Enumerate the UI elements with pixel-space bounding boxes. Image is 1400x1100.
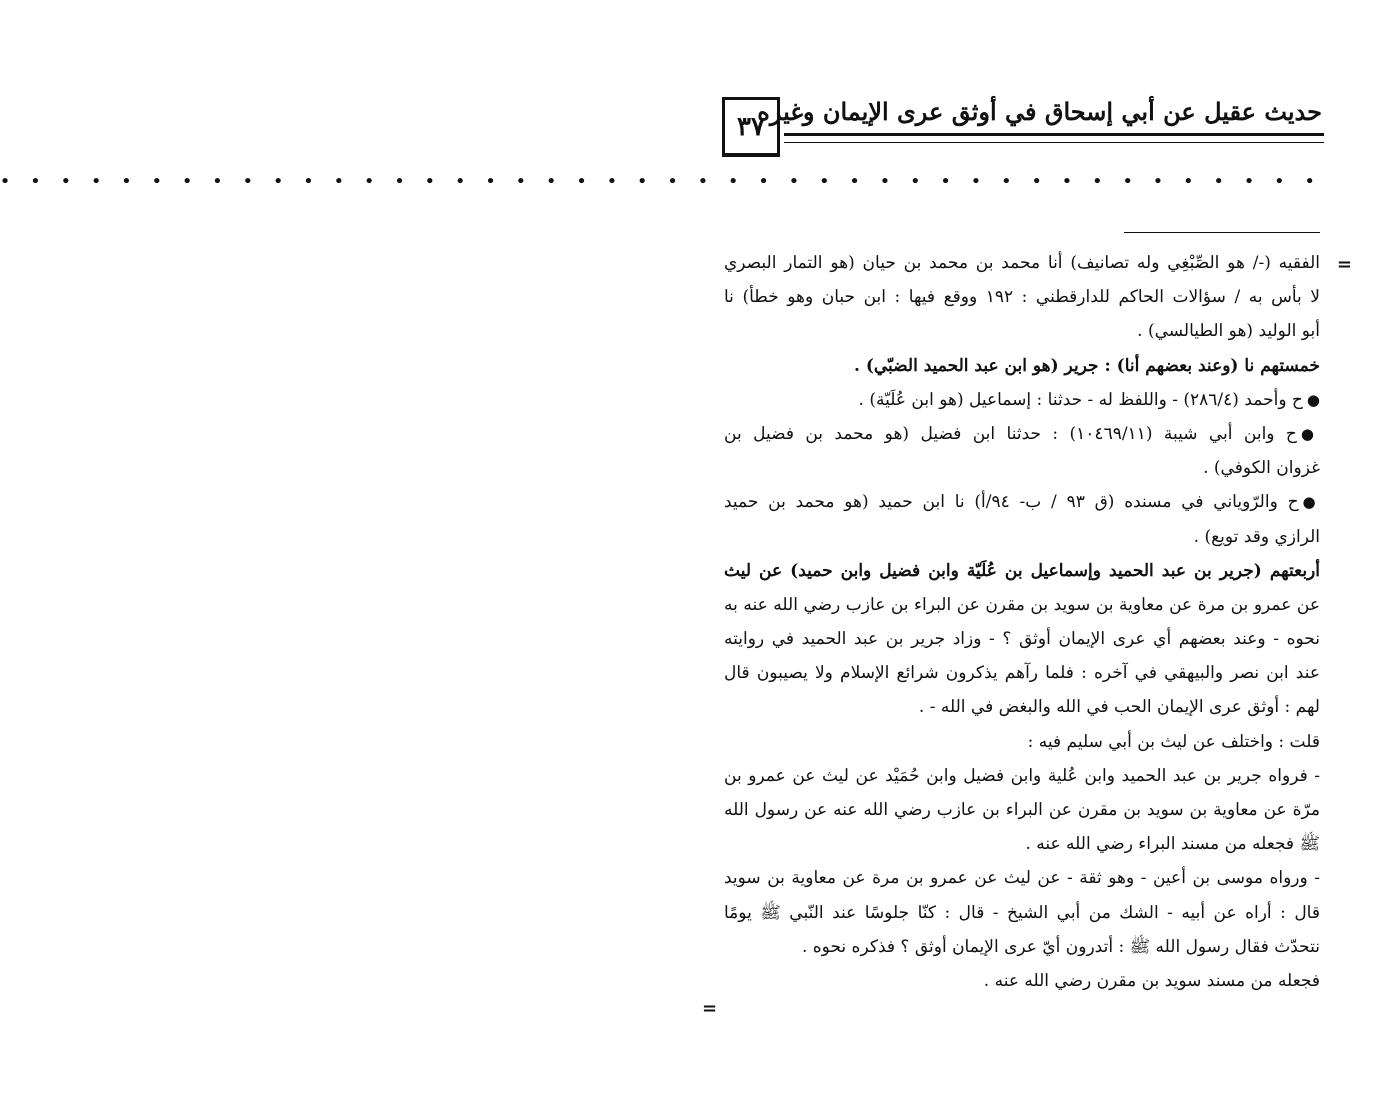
text-line-bulleted [724, 383, 1320, 417]
page-number: ٣٧ [737, 111, 765, 142]
bullet-icon: ● [1306, 390, 1320, 409]
text-line: - فرواه جرير بن عبد الحميد وابن عُلية وابن فضيل وابن حُمَيْد عن ليث عن عمرو بن [724, 765, 1320, 786]
text-line: ﷺ فجعله من مسند البراء رضي الله عنه . [1025, 834, 1320, 855]
text-line: خمستهم نا (وعند بعضهم أنا) : جرير (هو ابن عبد الحميد الضبّي) . [854, 355, 1320, 376]
continuation-mark-top: = [1336, 254, 1352, 275]
footnote-rule [1124, 232, 1320, 233]
text-line: - ورواه موسى بن أعين - وهو ثقة - عن ليث عن عمرو بن مرة عن معاوية بن سويد [724, 868, 1320, 889]
bullet-text: ح وابن أبي شيبة (١٠٤٦٩/١١) : حدثنا ابن فضيل (هو محمد بن فضيل بن [724, 423, 1297, 444]
header-double-rule [784, 133, 1324, 143]
text-line: الفقيه (-/ هو الصِّبْغِي وله تصانيف) أنا محمد بن محمد بن حيان (هو التمار البصري [724, 253, 1320, 273]
bullet-text: ح والرّوياني في مسنده (ق ٩٣ / ب- ٩٤/أ) نا ابن حميد (هو محمد بن حميد [724, 492, 1299, 513]
text-line-bulleted [724, 417, 1320, 451]
text-line: أبو الوليد (هو الطيالسي) . [1137, 321, 1320, 342]
text-line: لهم : أوثق عرى الإيمان الحب في الله والبغض في الله - . [918, 697, 1320, 718]
continuation-mark-bottom: = [702, 998, 718, 1019]
text-line: عن عمرو بن مرة عن معاوية بن سويد بن مقرن عن البراء بن عازب رضي الله عنه به [724, 594, 1320, 615]
text-line: نتحدّث فقال رسول الله ﷺ : أتدرون أيّ عرى الإيمان أوثق ؟ فذكره نحوه . [801, 936, 1320, 957]
dotted-separator: • • • • • • • • • • • • • • • • • • • • • • • • • • • • • • • • • • • • • • • • • • • • [0, 171, 1322, 192]
bullet-icon: ● [1302, 493, 1321, 512]
text-line: الرازي وقد تويع) . [1193, 526, 1320, 547]
text-line-bulleted [724, 485, 1320, 519]
text-line: قال : أراه عن أبيه - الشك من أبي الشيخ - قال : كنّا جلوسًا عند النّبي ﷺ يومًا [724, 902, 1320, 923]
text-line: لا بأس به / سؤالات الحاكم للدارقطني : ١٩٢ ووقع فيها : ابن حبان وهو خطأ) نا [724, 287, 1320, 308]
bullet-icon: ● [1300, 424, 1320, 443]
text-line: مرّة عن معاوية بن سويد بن مقرن عن البراء بن عازب رضي الله عنه عن رسول الله [724, 800, 1320, 820]
text-line: نحوه - وعند بعضهم أي عرى الإيمان أوثق ؟ - وزاد جرير بن عبد الحميد في روايته [724, 629, 1320, 650]
text-line: فجعله من مسند سويد بن مقرن رضي الله عنه . [983, 970, 1320, 991]
footnote-body [724, 246, 1320, 998]
running-header-title: حديث عقيل عن أبي إسحاق في أوثق عرى الإيمان وغيره [757, 97, 1322, 126]
page-number-box [722, 97, 780, 157]
text-line: عند ابن نصر والبيهقي في آخره : فلما رآهم يذكرون شرائع الإسلام ولا يصيبون قال [724, 663, 1320, 684]
bullet-text: ح وأحمد (٢٨٦/٤) - واللفظ له - حدثنا : إسماعيل (هو ابن عُلَيّة) . [858, 389, 1303, 410]
text-line: غزوان الكوفي) . [1203, 458, 1320, 479]
text-line: أربعتهم (جرير بن عبد الحميد وإسماعيل بن عُلَيّة وابن فضيل وابن حميد) عن ليث [724, 560, 1320, 581]
text-line: قلت : واختلف عن ليث بن أبي سليم فيه : [1027, 731, 1320, 752]
